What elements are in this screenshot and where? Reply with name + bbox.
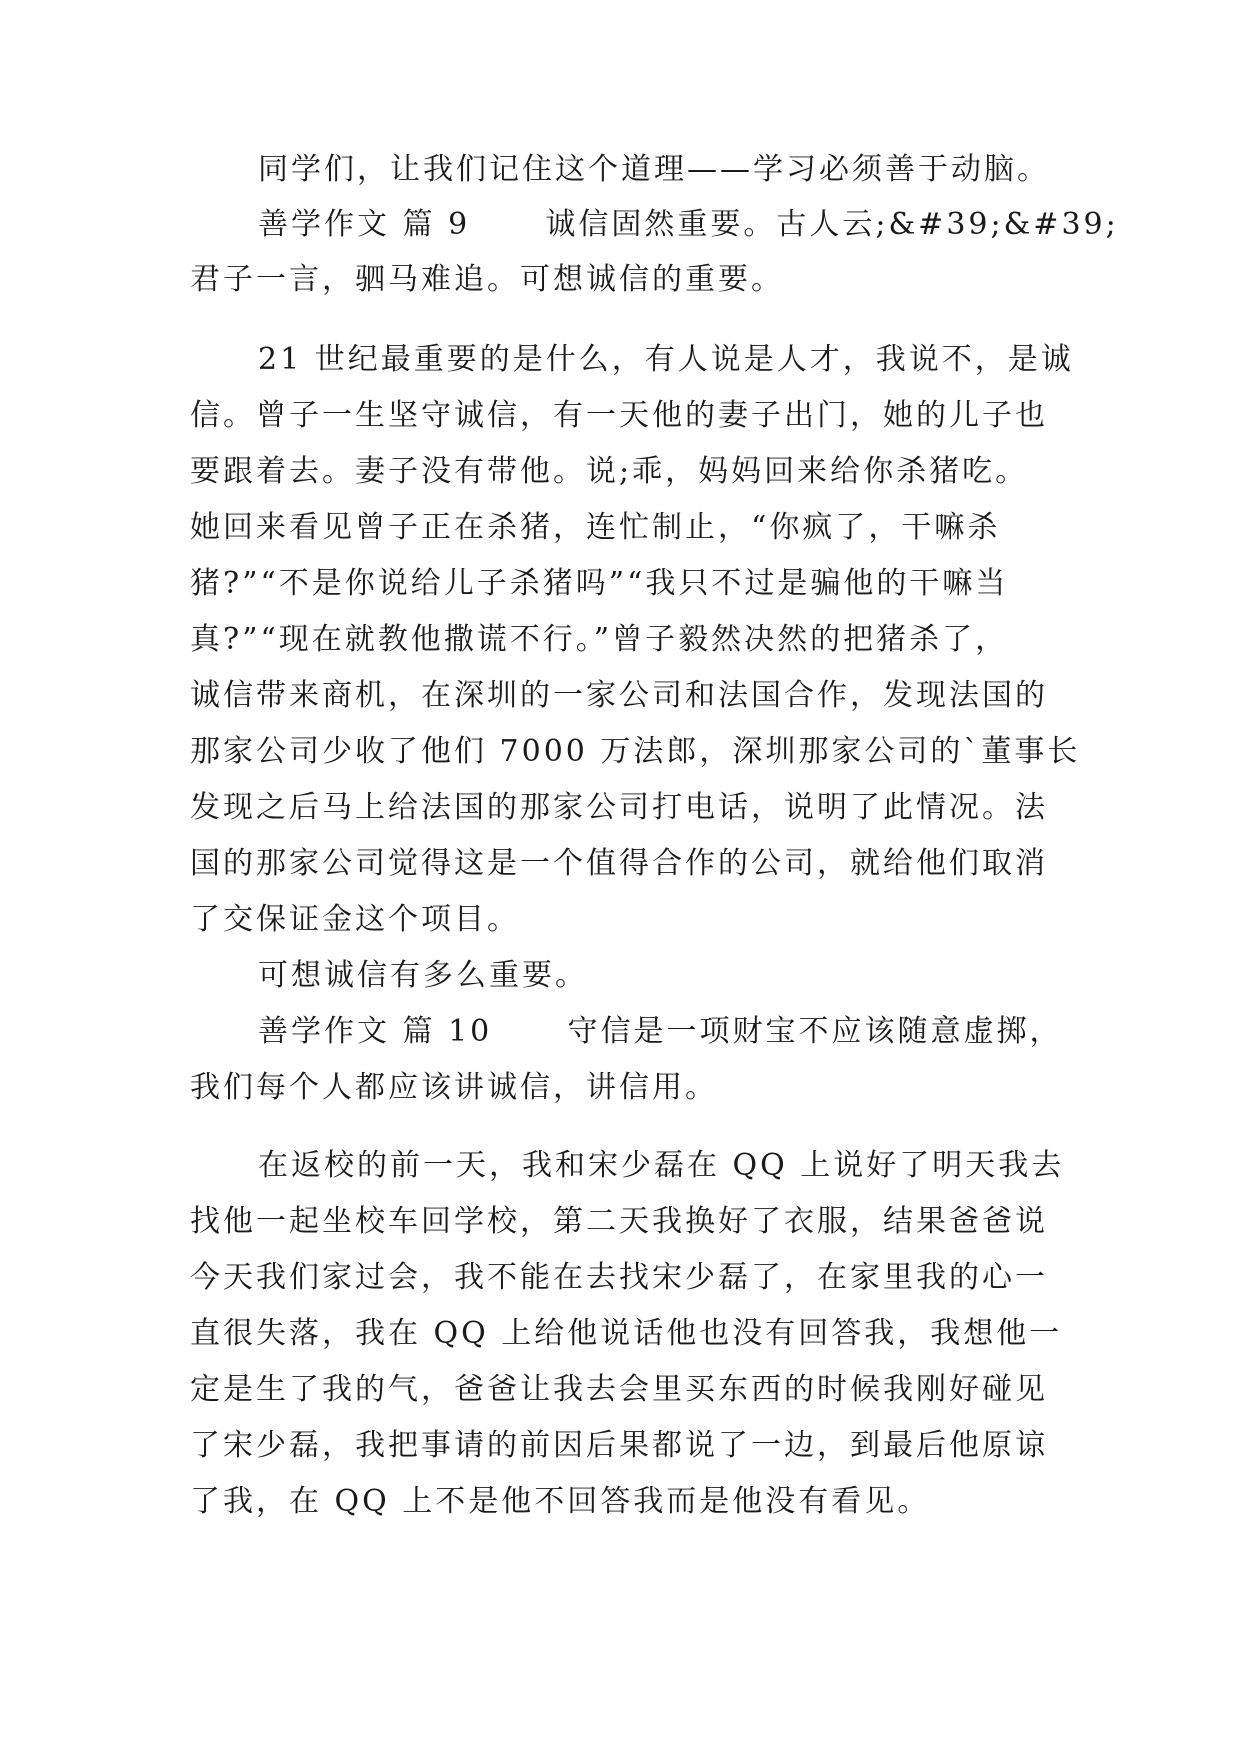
text-line: 直很失落，我在 QQ 上给他说话他也没有回答我，我想他一 <box>190 1316 1063 1351</box>
text-line: 定是生了我的气，爸爸让我去会里买东西的时候我刚好碰见 <box>190 1372 1048 1407</box>
text-line: 君子一言，驷马难追。可想诚信的重要。 <box>190 262 784 297</box>
text-line: 了宋少磊，我把事请的前因后果都说了一边，到最后他原谅 <box>190 1428 1048 1463</box>
text-line: 她回来看见曾子正在杀猪，连忙制止，“你疯了，干嘛杀 <box>190 510 1001 545</box>
text-line: 信。曾子一生坚守诚信，有一天他的妻子出门，她的儿子也 <box>190 398 1048 433</box>
text-line: 在返校的前一天，我和宋少磊在 QQ 上说好了明天我去 <box>258 1148 1065 1183</box>
text-line: 可想诚信有多么重要。 <box>258 958 588 993</box>
text-line: 21 世纪最重要的是什么，有人说是人才，我说不，是诚 <box>258 342 1074 377</box>
text-line: 真?”“现在就教他撒谎不行。”曾子毅然决然的把猪杀了， <box>190 622 1009 657</box>
text-line: 国的那家公司觉得这是一个值得合作的公司，就给他们取消 <box>190 846 1048 881</box>
text-line: 了我，在 QQ 上不是他不回答我而是他没有看见。 <box>190 1484 931 1519</box>
text-line: 了交保证金这个项目。 <box>190 902 520 937</box>
text-line: 猪?”“不是你说给儿子杀猪吗”“我只不过是骗他的干嘛当 <box>190 566 1009 601</box>
text-line: 今天我们家过会，我不能在去找宋少磊了，在家里我的心一 <box>190 1260 1048 1295</box>
text-line: 善学作文 篇 10 守信是一项财宝不应该随意虚掷， <box>258 1014 1063 1049</box>
text-line: 我们每个人都应该讲诚信，讲信用。 <box>190 1070 718 1105</box>
text-line: 同学们，让我们记住这个道理——学习必须善于动脑。 <box>258 152 1050 187</box>
text-line: 找他一起坐校车回学校，第二天我换好了衣服，结果爸爸说 <box>190 1204 1048 1239</box>
text-line: 善学作文 篇 9 诚信固然重要。古人云;&#39;&#39; <box>258 207 1119 242</box>
text-line: 发现之后马上给法国的那家公司打电话，说明了此情况。法 <box>190 790 1048 825</box>
text-line: 要跟着去。妻子没有带他。说;乖，妈妈回来给你杀猪吃。 <box>190 454 1029 489</box>
text-line: 诚信带来商机，在深圳的一家公司和法国合作，发现法国的 <box>190 678 1048 713</box>
text-line: 那家公司少收了他们 7000 万法郎，深圳那家公司的`董事长 <box>190 734 1081 769</box>
